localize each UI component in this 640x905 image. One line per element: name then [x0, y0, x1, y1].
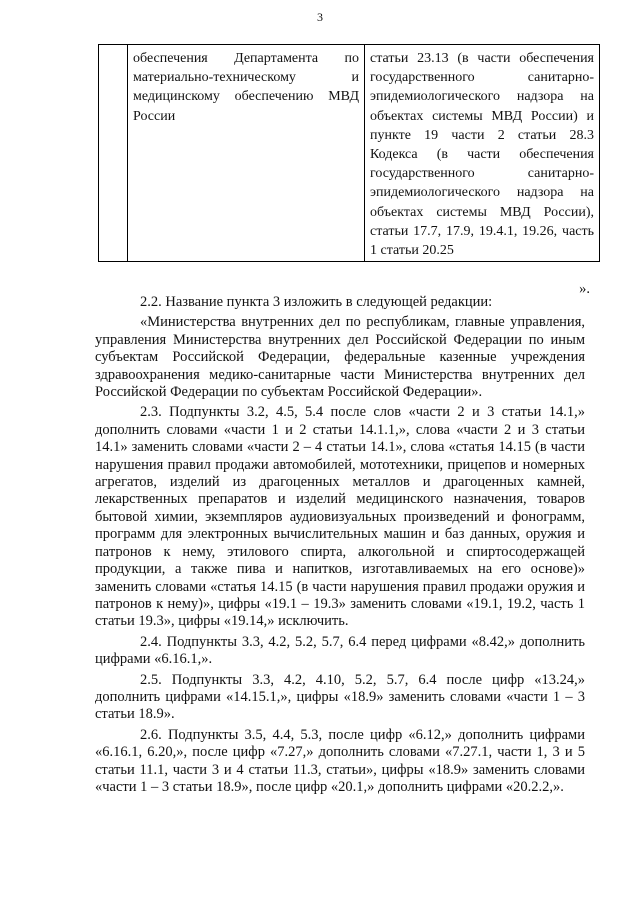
continuation-table	[98, 44, 600, 262]
table-cell-number	[99, 45, 128, 262]
page-number: 3	[317, 10, 323, 24]
table-cell-organization: обеспечения Департамента по материально-техническому и медицинскому обеспечению МВД России	[128, 45, 365, 262]
paragraph-2-4: 2.4. Подпункты 3.3, 4.2, 5.2, 5.7, 6.4 перед цифрами «8.42,» дополнить цифрами «6.16.1,».	[95, 633, 585, 668]
paragraph-2-2-quote: «Министерства внутренних дел по республикам, главные управления, управления Министерства внутренних дел Российской Федерации по иным субъектам Российской Федерации, федеральные казенные учреждения здравоохранения медико-санитарные части Министерства внутренних дел Российской Федерации по субъектам Российской Федерации».	[95, 314, 585, 401]
paragraph-2-2: 2.2. Название пункта 3 изложить в следующей редакции:	[140, 294, 493, 310]
paragraph-2-6: 2.6. Подпункты 3.5, 4.4, 5.3, после цифр «6.12,» дополнить цифрами «6.16.1, 6.20,», после цифр «7.27,» дополнить словами «7.27.1, части 1, 3 и 5 статьи 11.1, части 3 и 4 статьи 11.3, статьи», цифры «18.9» заменить словами «части 1 – 3 статьи 18.9», после цифр «20.1,» дополнить цифрами «20.2.2,».	[95, 726, 585, 795]
paragraph-2-5: 2.5. Подпункты 3.3, 4.2, 4.10, 5.2, 5.7, 6.4 после цифр «13.24,» дополнить цифрами «14.15.1,», цифры «18.9» заменить словами «части 1 – 3 статьи 18.9».	[95, 671, 585, 723]
table-cell-articles: статьи 23.13 (в части обеспечения государственного санитарно-эпидемиологического надзора на объектах системы МВД России) и пункте 19 части 2 статьи 28.3 Кодекса (в части обеспечения государственного санитарно-эпидемиологического надзора на объектах системы МВД России), статьи 17.7, 17.9, 19.4.1, 19.26, часть 1 статьи 20.25	[365, 45, 600, 262]
document-body	[95, 294, 585, 799]
table-row	[99, 45, 600, 262]
paragraph-2-3: 2.3. Подпункты 3.2, 4.5, 5.4 после слов «части 2 и 3 статьи 14.1,» дополнить словами «части 1 и 2 статьи 14.1.1,», слова «части 2 и 3 статьи 14.1» заменить словами «части 2 – 4 статьи 14.1», слова «статья 14.15 (в части нарушения правил продажи автомобилей, мототехники, прицепов и номерных агрегатов, изделий из драгоценных металлов и драгоценных камней, лекарственных препаратов и изделий медицинского назначения, товаров бытовой химии, экземпляров аудиовизуальных произведений и фонограмм, программ для электронных вычислительных машин и баз данных, оружия и патронов к нему, этилового спирта, алкогольной и спиртосодержащей продукции, а также пива и напитков, изготавливаемых на его основе)» заменить словами «статья 14.15 (в части нарушения правил продажи оружия и патронов к нему)», цифры «19.1 – 19.3» заменить словами «19.1, 19.2, часть 1 статьи 19.3», цифры «19.14,» исключить.	[95, 404, 585, 630]
closing-quote: ».	[579, 281, 590, 297]
